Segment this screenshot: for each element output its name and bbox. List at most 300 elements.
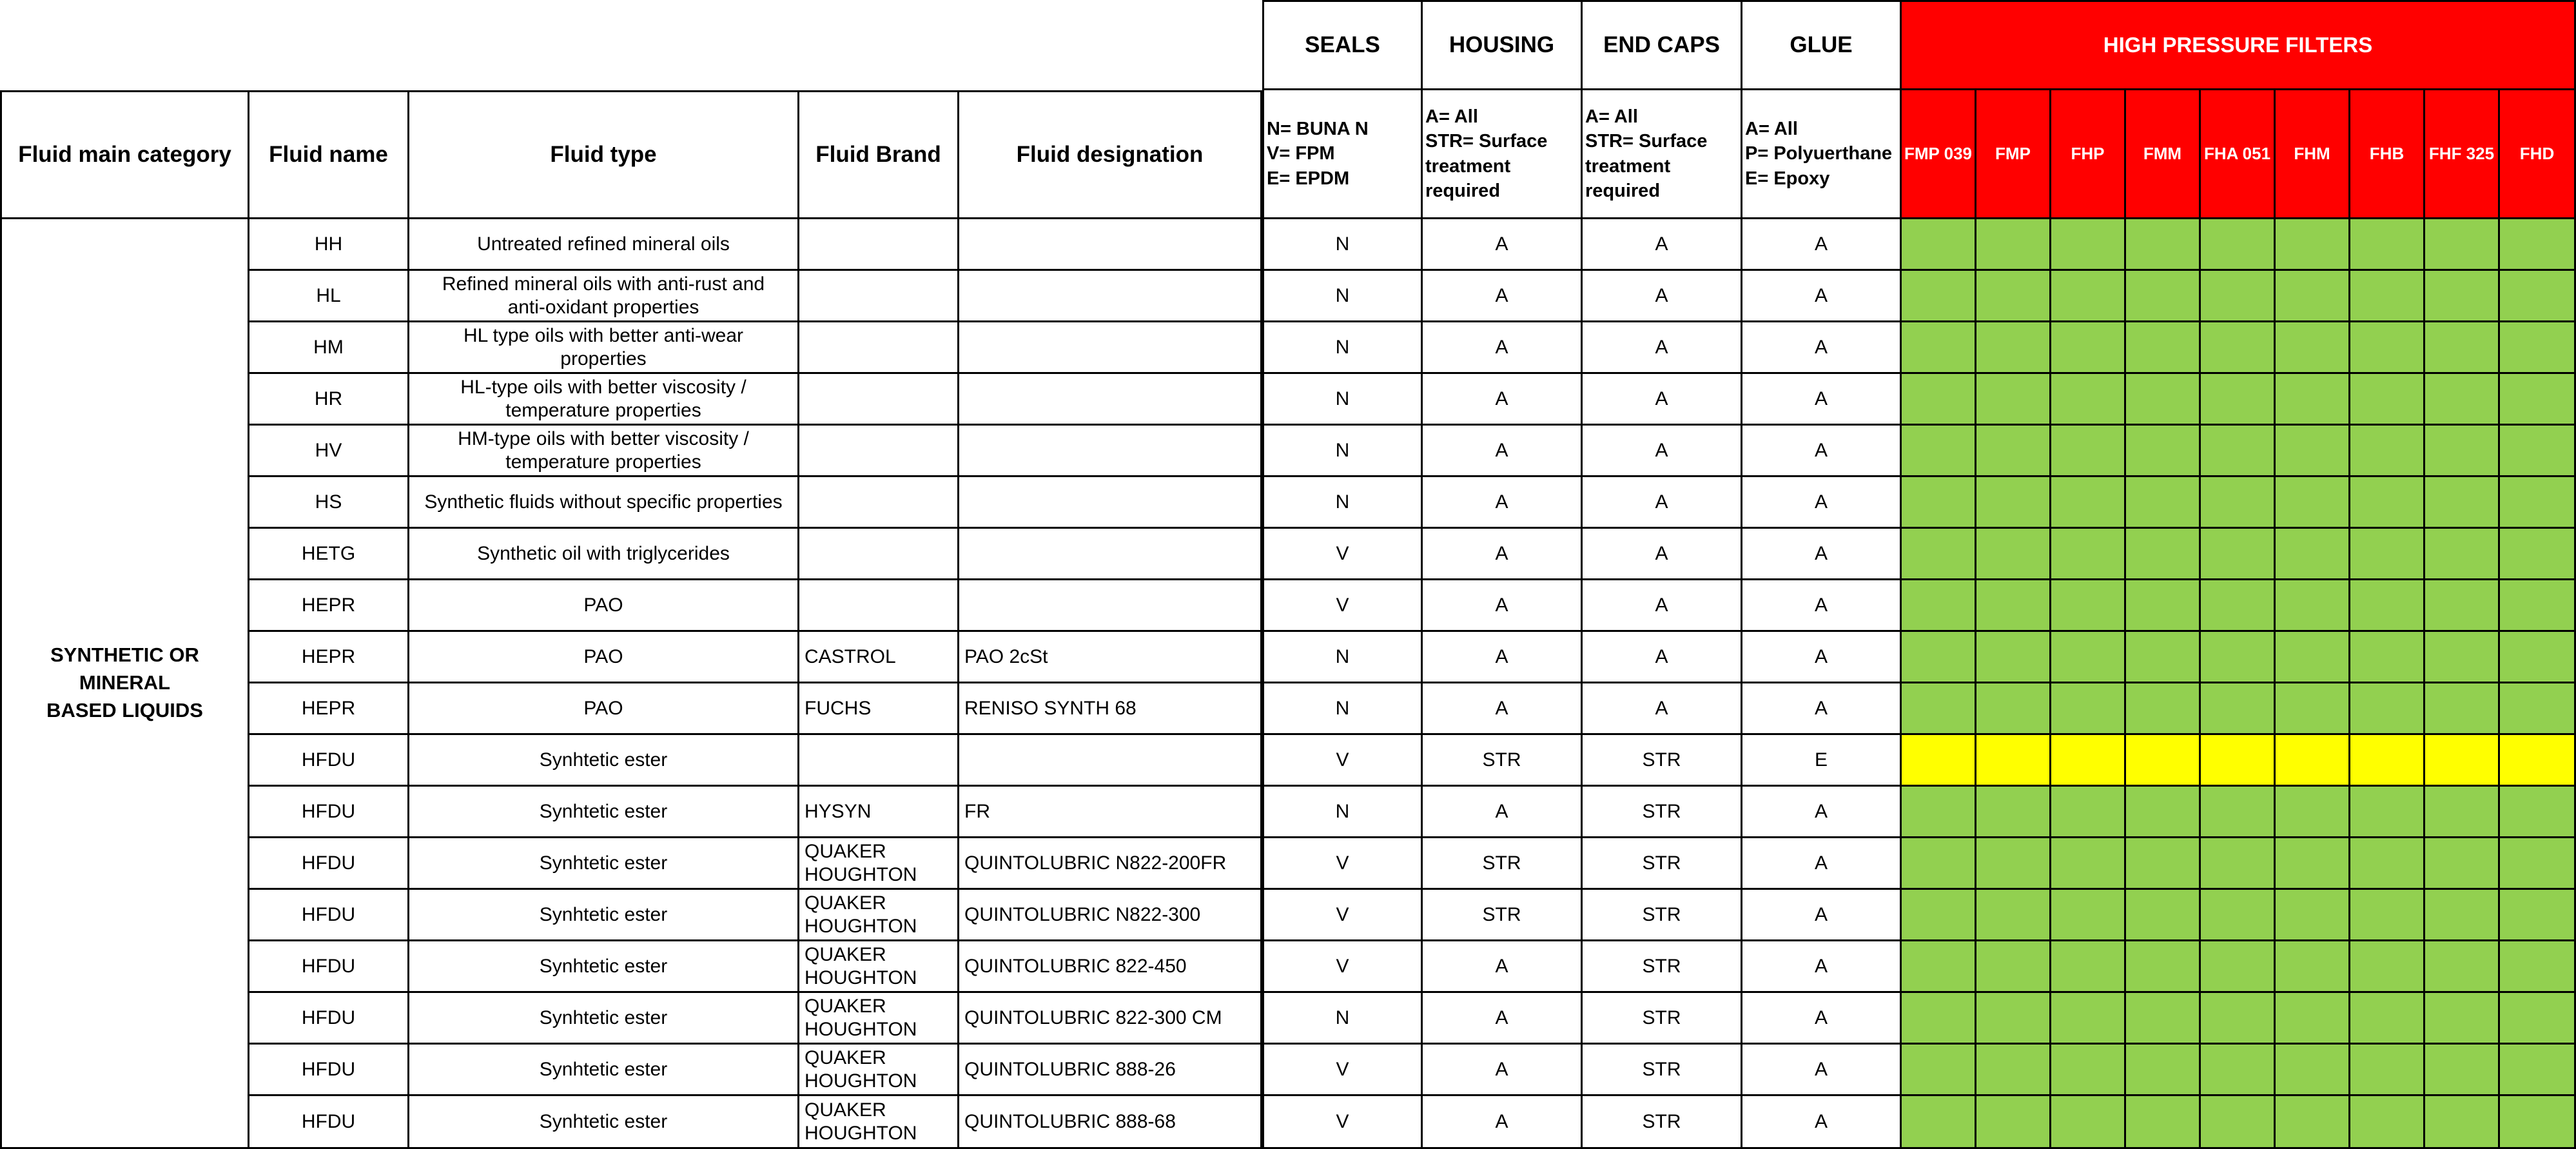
- filter-compatibility-cell: [2276, 219, 2350, 271]
- fluid-designation-cell: FR: [959, 787, 1262, 838]
- filter-compatibility-cell: [2350, 1045, 2425, 1096]
- fluid-brand-cell: [799, 1045, 959, 1096]
- filter-compatibility-cell: [2051, 1045, 2126, 1096]
- fluid-brand-cell: [799, 374, 959, 426]
- filter-compatibility-cell: [1902, 890, 1976, 941]
- filter-compatibility-cell: [2276, 838, 2350, 890]
- filter-compatibility-cell: [1976, 890, 2051, 941]
- fluid-type-cell-line: HM-type oils with better viscosity /: [458, 427, 749, 449]
- fluid-brand-cell-line: HOUGHTON: [805, 967, 917, 988]
- fluid-brand-cell: [799, 838, 959, 890]
- fluid-main-category-cell-line: BASED LIQUIDS: [46, 698, 203, 722]
- fluid-designation-cell: QUINTOLUBRIC N822-300: [959, 890, 1262, 941]
- housing-legend: [1423, 90, 1583, 219]
- fluid-brand-cell-line: CASTROL: [805, 645, 896, 667]
- filter-compatibility-cell: [2425, 219, 2500, 271]
- fluid-name-cell: HEPR: [249, 632, 409, 683]
- fluid-brand-cell-line: QUAKER: [805, 1099, 886, 1121]
- end-caps-cell: A: [1583, 477, 1742, 529]
- filter-compatibility-cell: [2201, 426, 2276, 477]
- end-caps-legend: [1583, 90, 1742, 219]
- filter-compatibility-cell: [2425, 1096, 2500, 1149]
- filter-compatibility-cell: [2350, 529, 2425, 580]
- filter-compatibility-cell: [2425, 529, 2500, 580]
- filter-compatibility-cell: [2500, 374, 2576, 426]
- fluid-brand-cell-line: FUCHS: [805, 697, 872, 719]
- fluid-designation-cell: QUINTOLUBRIC 822-300 CM: [959, 993, 1262, 1045]
- fluid-type-cell: [409, 787, 799, 838]
- fluid-name-cell: HH: [249, 219, 409, 271]
- filter-compatibility-cell: [2051, 890, 2126, 941]
- filter-compatibility-cell: [2051, 322, 2126, 374]
- seals-group-header: SEALS: [1262, 0, 1423, 90]
- filter-compatibility-cell: [2051, 632, 2126, 683]
- seals-cell: V: [1262, 529, 1423, 580]
- fluid-brand-cell: [799, 735, 959, 787]
- glue-cell: A: [1742, 322, 1902, 374]
- fluid-brand-cell: [799, 322, 959, 374]
- end-caps-cell: STR: [1583, 1045, 1742, 1096]
- filter-compatibility-cell: [2276, 632, 2350, 683]
- filter-compatibility-cell: [1976, 683, 2051, 735]
- fluid-name-cell: HEPR: [249, 683, 409, 735]
- housing-cell: A: [1423, 683, 1583, 735]
- housing-legend-line: treatment: [1425, 155, 1511, 177]
- filter-compatibility-cell: [1976, 477, 2051, 529]
- filter-compatibility-cell: [1976, 529, 2051, 580]
- filter-compatibility-cell: [2350, 426, 2425, 477]
- filter-header: FMP 039: [1902, 90, 1976, 219]
- fluid-brand-cell-line: HOUGHTON: [805, 1018, 917, 1040]
- filter-compatibility-cell: [2201, 993, 2276, 1045]
- filter-compatibility-cell: [2051, 271, 2126, 322]
- housing-legend-line: STR= Surface: [1425, 131, 1548, 152]
- fluid-brand-cell: [799, 941, 959, 993]
- filter-compatibility-cell: [2350, 374, 2425, 426]
- filter-compatibility-cell: [2276, 374, 2350, 426]
- filter-compatibility-cell: [2425, 838, 2500, 890]
- high-pressure-filters-header: HIGH PRESSURE FILTERS: [1902, 0, 2576, 90]
- fluid-designation-cell: [959, 477, 1262, 529]
- fluid-brand-cell: [799, 426, 959, 477]
- fluid-designation-cell: QUINTOLUBRIC 888-26: [959, 1045, 1262, 1096]
- fluid-designation-cell: [959, 426, 1262, 477]
- fluid-name-cell: HFDU: [249, 993, 409, 1045]
- end-caps-group-header: END CAPS: [1583, 0, 1742, 90]
- seals-legend-line: N= BUNA N: [1267, 119, 1369, 140]
- glue-cell: A: [1742, 374, 1902, 426]
- fluid-brand-cell: [799, 580, 959, 632]
- filter-compatibility-cell: [2425, 271, 2500, 322]
- fluid-brand-cell-line: HOUGHTON: [805, 1122, 917, 1144]
- filter-compatibility-cell: [2425, 890, 2500, 941]
- fluid-type-cell-line: Refined mineral oils with anti-rust and: [442, 273, 765, 295]
- fluid-name-cell: HFDU: [249, 838, 409, 890]
- filter-compatibility-cell: [1976, 426, 2051, 477]
- filter-compatibility-cell: [2425, 580, 2500, 632]
- fluid-brand-cell: [799, 271, 959, 322]
- filter-compatibility-cell: [1976, 322, 2051, 374]
- filter-compatibility-cell: [2201, 477, 2276, 529]
- end-caps-cell: STR: [1583, 890, 1742, 941]
- end-caps-cell: STR: [1583, 787, 1742, 838]
- filter-compatibility-cell: [1902, 580, 1976, 632]
- filter-compatibility-cell: [2201, 735, 2276, 787]
- seals-cell: N: [1262, 374, 1423, 426]
- filter-compatibility-cell: [2126, 1045, 2201, 1096]
- filter-compatibility-cell: [2276, 1096, 2350, 1149]
- filter-compatibility-cell: [2350, 941, 2425, 993]
- filter-compatibility-cell: [2126, 735, 2201, 787]
- filter-compatibility-cell: [2350, 838, 2425, 890]
- filter-compatibility-cell: [2500, 890, 2576, 941]
- fluid-type-cell-line: properties: [560, 348, 647, 369]
- glue-cell: A: [1742, 426, 1902, 477]
- glue-cell: A: [1742, 271, 1902, 322]
- seals-cell: V: [1262, 1045, 1423, 1096]
- filter-compatibility-cell: [2126, 890, 2201, 941]
- fluid-brand-cell: [799, 683, 959, 735]
- filter-compatibility-cell: [2500, 271, 2576, 322]
- filter-compatibility-cell: [2201, 838, 2276, 890]
- fluid-type-cell-line: Synhtetic ester: [539, 1110, 668, 1132]
- fluid-brand-cell: [799, 632, 959, 683]
- fluid-type-cell-line: Synthetic fluids without specific properties: [424, 491, 783, 513]
- filter-compatibility-cell: [2126, 941, 2201, 993]
- fluid-type-cell: [409, 838, 799, 890]
- fluid-designation-cell: [959, 374, 1262, 426]
- filter-compatibility-cell: [2126, 632, 2201, 683]
- housing-group-header: HOUSING: [1423, 0, 1583, 90]
- filter-compatibility-cell: [2051, 477, 2126, 529]
- filter-compatibility-cell: [1976, 1096, 2051, 1149]
- filter-compatibility-cell: [1976, 271, 2051, 322]
- glue-cell: A: [1742, 529, 1902, 580]
- filter-compatibility-cell: [1902, 322, 1976, 374]
- end-caps-legend-line: required: [1585, 180, 1661, 201]
- filter-compatibility-cell: [2126, 219, 2201, 271]
- filter-compatibility-cell: [2350, 993, 2425, 1045]
- filter-compatibility-cell: [2425, 735, 2500, 787]
- filter-compatibility-cell: [1902, 271, 1976, 322]
- filter-compatibility-cell: [2051, 735, 2126, 787]
- filter-compatibility-cell: [2201, 1045, 2276, 1096]
- filter-compatibility-cell: [2500, 219, 2576, 271]
- fluid-brand-cell: [799, 1096, 959, 1149]
- filter-compatibility-cell: [1902, 1096, 1976, 1149]
- filter-compatibility-cell: [1902, 374, 1976, 426]
- seals-cell: N: [1262, 477, 1423, 529]
- filter-compatibility-cell: [2051, 993, 2126, 1045]
- filter-compatibility-cell: [2276, 322, 2350, 374]
- seals-cell: N: [1262, 787, 1423, 838]
- housing-cell: A: [1423, 322, 1583, 374]
- filter-compatibility-cell: [2126, 322, 2201, 374]
- fluid-type-cell-line: PAO: [583, 697, 623, 719]
- end-caps-cell: STR: [1583, 1096, 1742, 1149]
- filter-compatibility-cell: [2425, 426, 2500, 477]
- fluid-type-cell-line: Synhtetic ester: [539, 903, 668, 925]
- filter-compatibility-cell: [1902, 735, 1976, 787]
- end-caps-cell: A: [1583, 322, 1742, 374]
- end-caps-cell: A: [1583, 580, 1742, 632]
- glue-legend-line: E= Epoxy: [1745, 168, 1830, 189]
- filter-compatibility-cell: [2425, 993, 2500, 1045]
- filter-compatibility-cell: [2425, 1045, 2500, 1096]
- housing-cell: A: [1423, 477, 1583, 529]
- filter-compatibility-cell: [2126, 683, 2201, 735]
- fluid-designation-cell: QUINTOLUBRIC 822-450: [959, 941, 1262, 993]
- filter-compatibility-cell: [2350, 683, 2425, 735]
- end-caps-cell: A: [1583, 529, 1742, 580]
- filter-compatibility-cell: [2126, 787, 2201, 838]
- fluid-type-cell: [409, 632, 799, 683]
- filter-compatibility-cell: [2276, 580, 2350, 632]
- fluid-name-cell: HFDU: [249, 735, 409, 787]
- fluid-brand-cell-line: QUAKER: [805, 943, 886, 965]
- fluid-name-cell: HFDU: [249, 787, 409, 838]
- filter-compatibility-cell: [2276, 683, 2350, 735]
- fluid-type-cell: [409, 941, 799, 993]
- fluid-brand-cell-line: QUAKER: [805, 1046, 886, 1068]
- filter-compatibility-cell: [2425, 941, 2500, 993]
- glue-cell: A: [1742, 683, 1902, 735]
- filter-compatibility-cell: [2500, 1096, 2576, 1149]
- filter-compatibility-cell: [2500, 426, 2576, 477]
- filter-compatibility-cell: [2051, 838, 2126, 890]
- filter-compatibility-cell: [2051, 426, 2126, 477]
- filter-header: FHP: [2051, 90, 2126, 219]
- filter-compatibility-cell: [1976, 374, 2051, 426]
- fluid-name-cell: HETG: [249, 529, 409, 580]
- fluid-type-cell: [409, 529, 799, 580]
- seals-legend-line: E= EPDM: [1267, 168, 1350, 189]
- glue-cell: A: [1742, 580, 1902, 632]
- filter-compatibility-cell: [2201, 890, 2276, 941]
- fluid-name-cell: HFDU: [249, 890, 409, 941]
- fluid-type-cell-line: PAO: [583, 645, 623, 667]
- end-caps-cell: STR: [1583, 735, 1742, 787]
- filter-compatibility-cell: [1976, 787, 2051, 838]
- filter-header: FHF 325: [2425, 90, 2500, 219]
- glue-cell: E: [1742, 735, 1902, 787]
- fluid-type-cell: [409, 683, 799, 735]
- filter-compatibility-cell: [1976, 632, 2051, 683]
- fluid-brand-cell: [799, 529, 959, 580]
- filter-compatibility-cell: [2500, 477, 2576, 529]
- filter-compatibility-cell: [2051, 941, 2126, 993]
- glue-cell: A: [1742, 941, 1902, 993]
- fluid-designation-header: Fluid designation: [959, 90, 1262, 219]
- housing-cell: A: [1423, 632, 1583, 683]
- glue-legend: [1742, 90, 1902, 219]
- seals-cell: V: [1262, 735, 1423, 787]
- seals-legend: [1262, 90, 1423, 219]
- housing-cell: A: [1423, 529, 1583, 580]
- fluid-type-cell: [409, 1045, 799, 1096]
- seals-legend-line: V= FPM: [1267, 143, 1335, 164]
- filter-compatibility-cell: [1976, 993, 2051, 1045]
- seals-cell: N: [1262, 219, 1423, 271]
- filter-compatibility-cell: [1902, 993, 1976, 1045]
- fluid-brand-cell-line: HOUGHTON: [805, 1070, 917, 1092]
- filter-compatibility-cell: [2276, 529, 2350, 580]
- filter-compatibility-cell: [2126, 993, 2201, 1045]
- filter-compatibility-cell: [2201, 529, 2276, 580]
- filter-compatibility-cell: [2126, 580, 2201, 632]
- fluid-brand-cell: [799, 219, 959, 271]
- fluid-type-cell-line: HL type oils with better anti-wear: [463, 324, 744, 346]
- filter-compatibility-cell: [2350, 219, 2425, 271]
- fluid-type-cell: [409, 477, 799, 529]
- filter-compatibility-cell: [2276, 890, 2350, 941]
- housing-cell: A: [1423, 1045, 1583, 1096]
- housing-cell: A: [1423, 580, 1583, 632]
- filter-compatibility-cell: [2350, 1096, 2425, 1149]
- housing-cell: STR: [1423, 838, 1583, 890]
- fluid-type-cell-line: Synhtetic ester: [539, 852, 668, 874]
- glue-cell: A: [1742, 1045, 1902, 1096]
- filter-compatibility-cell: [1902, 477, 1976, 529]
- end-caps-cell: STR: [1583, 838, 1742, 890]
- seals-cell: V: [1262, 941, 1423, 993]
- filter-compatibility-cell: [2126, 374, 2201, 426]
- fluid-type-cell: [409, 890, 799, 941]
- fluid-type-cell: [409, 993, 799, 1045]
- seals-cell: V: [1262, 838, 1423, 890]
- filter-compatibility-cell: [2201, 271, 2276, 322]
- filter-header: FHB: [2350, 90, 2425, 219]
- fluid-main-category-cell-line: MINERAL: [79, 671, 171, 694]
- fluid-designation-cell: RENISO SYNTH 68: [959, 683, 1262, 735]
- filter-compatibility-cell: [2201, 219, 2276, 271]
- filter-compatibility-cell: [2126, 1096, 2201, 1149]
- seals-cell: N: [1262, 271, 1423, 322]
- fluid-brand-header: Fluid Brand: [799, 90, 959, 219]
- end-caps-legend-line: A= All: [1585, 106, 1638, 127]
- filter-compatibility-cell: [2500, 787, 2576, 838]
- end-caps-legend-line: STR= Surface: [1585, 131, 1708, 152]
- filter-compatibility-cell: [1902, 529, 1976, 580]
- fluid-type-cell-line: temperature properties: [505, 451, 701, 473]
- filter-compatibility-cell: [2201, 580, 2276, 632]
- filter-compatibility-cell: [2500, 580, 2576, 632]
- filter-compatibility-cell: [2500, 529, 2576, 580]
- filter-compatibility-cell: [2350, 735, 2425, 787]
- filter-compatibility-cell: [1902, 683, 1976, 735]
- filter-compatibility-cell: [2500, 941, 2576, 993]
- fluid-designation-cell: [959, 580, 1262, 632]
- fluid-type-cell-line: HL-type oils with better viscosity /: [460, 376, 746, 398]
- housing-cell: A: [1423, 993, 1583, 1045]
- filter-compatibility-cell: [2276, 477, 2350, 529]
- fluid-name-cell: HEPR: [249, 580, 409, 632]
- fluid-type-cell-line: anti-oxidant properties: [507, 296, 699, 318]
- fluid-designation-cell: QUINTOLUBRIC N822-200FR: [959, 838, 1262, 890]
- fluid-type-cell-line: Synhtetic ester: [539, 800, 668, 822]
- filter-compatibility-cell: [2276, 993, 2350, 1045]
- housing-cell: A: [1423, 374, 1583, 426]
- fluid-brand-cell-line: QUAKER: [805, 840, 886, 862]
- filter-header: FHA 051: [2201, 90, 2276, 219]
- filter-compatibility-cell: [2350, 632, 2425, 683]
- fluid-designation-cell: [959, 219, 1262, 271]
- filter-compatibility-cell: [2051, 529, 2126, 580]
- filter-compatibility-cell: [2500, 683, 2576, 735]
- filter-compatibility-cell: [2201, 1096, 2276, 1149]
- fluid-name-cell: HR: [249, 374, 409, 426]
- filter-header: FMP: [1976, 90, 2051, 219]
- filter-compatibility-cell: [2500, 322, 2576, 374]
- filter-header: FMM: [2126, 90, 2201, 219]
- fluid-type-cell-line: PAO: [583, 594, 623, 616]
- filter-header: FHD: [2500, 90, 2576, 219]
- fluid-type-header: Fluid type: [409, 90, 799, 219]
- end-caps-cell: A: [1583, 683, 1742, 735]
- fluid-brand-cell: [799, 477, 959, 529]
- fluid-brand-cell-line: QUAKER: [805, 995, 886, 1017]
- filter-compatibility-cell: [2350, 322, 2425, 374]
- housing-cell: A: [1423, 941, 1583, 993]
- seals-cell: V: [1262, 890, 1423, 941]
- filter-compatibility-cell: [2126, 529, 2201, 580]
- housing-cell: A: [1423, 219, 1583, 271]
- fluid-type-cell-line: Synthetic oil with triglycerides: [477, 542, 730, 564]
- glue-group-header: GLUE: [1742, 0, 1902, 90]
- filter-compatibility-cell: [2425, 477, 2500, 529]
- filter-compatibility-cell: [2276, 1045, 2350, 1096]
- fluid-designation-cell: [959, 271, 1262, 322]
- fluid-type-cell: [409, 322, 799, 374]
- filter-compatibility-cell: [2201, 941, 2276, 993]
- filter-compatibility-cell: [1902, 219, 1976, 271]
- filter-compatibility-cell: [2500, 993, 2576, 1045]
- fluid-name-cell: HM: [249, 322, 409, 374]
- housing-cell: A: [1423, 1096, 1583, 1149]
- filter-compatibility-cell: [2425, 322, 2500, 374]
- filter-compatibility-cell: [1976, 941, 2051, 993]
- end-caps-cell: A: [1583, 219, 1742, 271]
- filter-compatibility-cell: [2500, 632, 2576, 683]
- fluid-main-category-header: Fluid main category: [0, 90, 249, 219]
- filter-compatibility-cell: [2425, 787, 2500, 838]
- seals-cell: N: [1262, 993, 1423, 1045]
- filter-compatibility-cell: [2425, 374, 2500, 426]
- fluid-brand-cell: [799, 787, 959, 838]
- filter-compatibility-cell: [2276, 787, 2350, 838]
- fluid-brand-cell-line: HOUGHTON: [805, 863, 917, 885]
- fluid-brand-cell: [799, 890, 959, 941]
- filter-header: FHM: [2276, 90, 2350, 219]
- fluid-type-cell-line: Synhtetic ester: [539, 955, 668, 977]
- glue-cell: A: [1742, 477, 1902, 529]
- fluid-type-cell: [409, 219, 799, 271]
- housing-legend-line: required: [1425, 180, 1501, 201]
- end-caps-cell: A: [1583, 374, 1742, 426]
- glue-legend-line: A= All: [1745, 119, 1798, 140]
- filter-compatibility-cell: [2201, 632, 2276, 683]
- fluid-type-cell: [409, 271, 799, 322]
- fluid-name-cell: HFDU: [249, 1096, 409, 1149]
- fluid-type-cell: [409, 735, 799, 787]
- filter-compatibility-cell: [1976, 219, 2051, 271]
- fluid-type-cell: [409, 374, 799, 426]
- end-caps-cell: STR: [1583, 941, 1742, 993]
- end-caps-cell: A: [1583, 632, 1742, 683]
- fluid-brand-cell: [799, 993, 959, 1045]
- housing-legend-line: A= All: [1425, 106, 1478, 127]
- fluid-type-cell: [409, 426, 799, 477]
